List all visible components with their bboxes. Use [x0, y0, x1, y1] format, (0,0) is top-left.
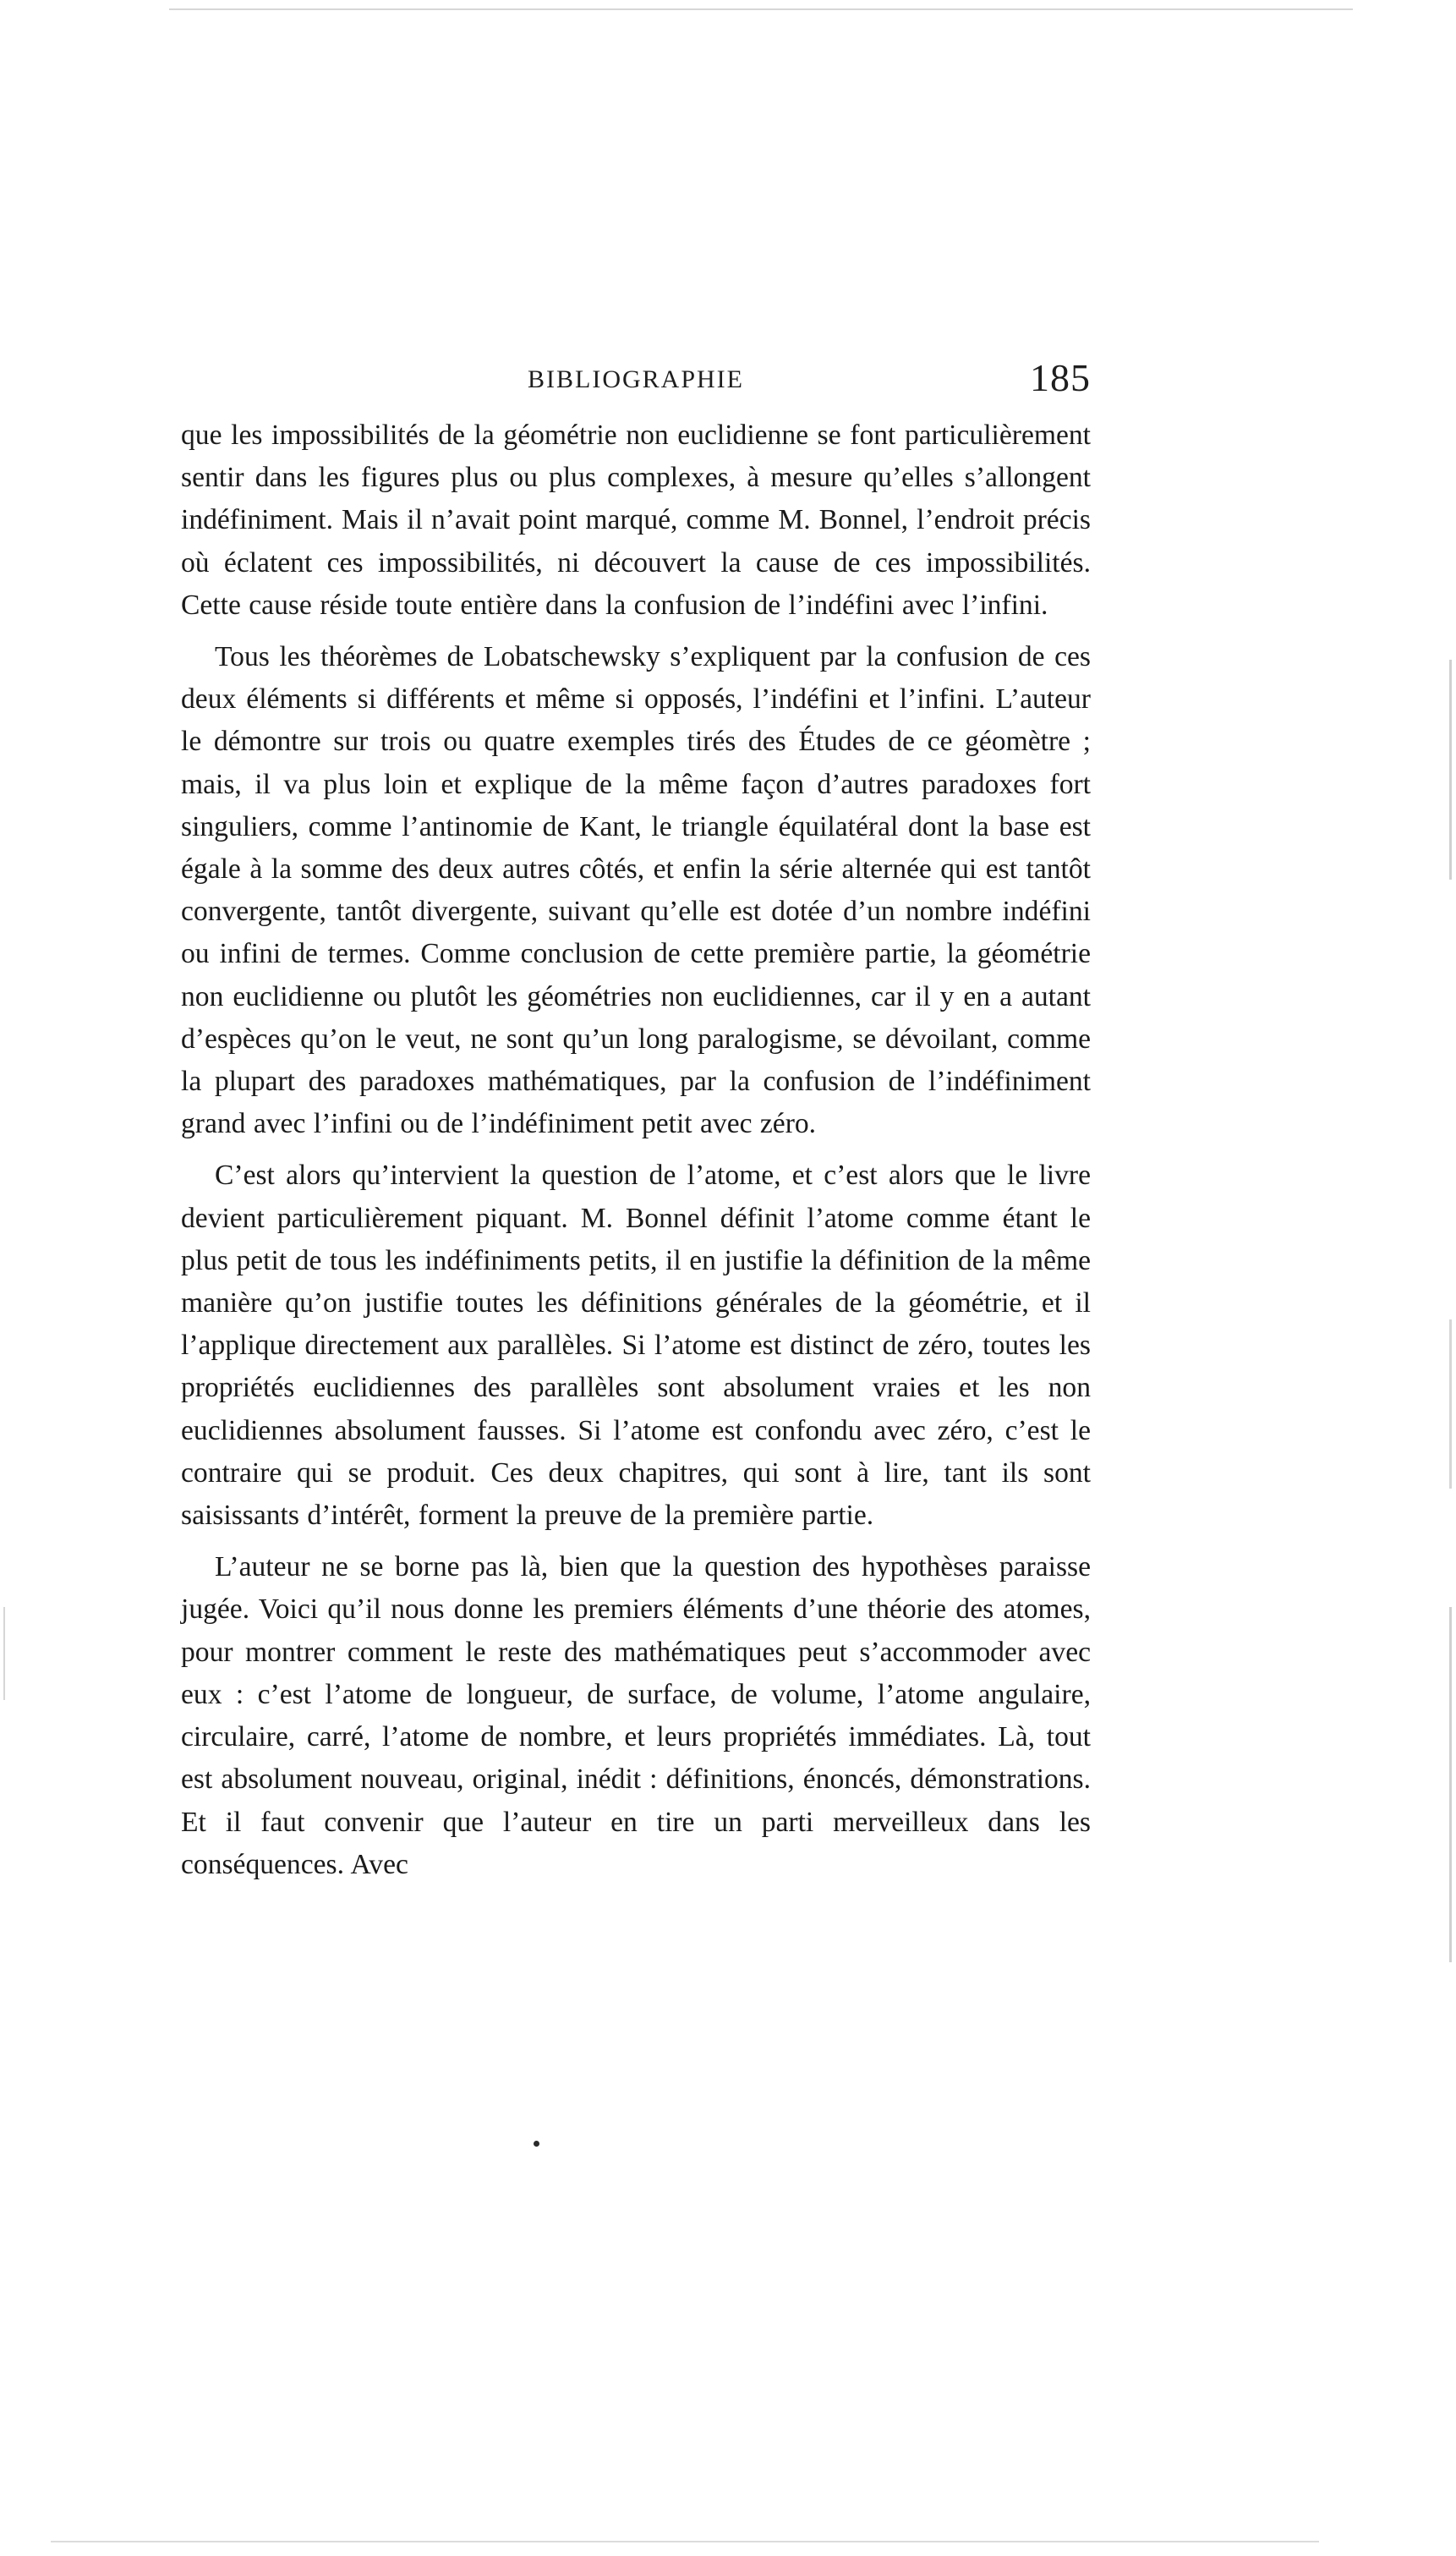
book-page [181, 355, 1091, 1886]
paragraph-4: L’auteur ne se borne pas là, bien que la question des hypothèses paraisse jugée. Voici qu’il nous donne les premiers éléments d’une théorie des atomes, pour montrer comment le reste des mathématiques peut s’accommoder avec eux : c’est l’atome de longueur, de surface, de volume, l’atome angulaire, circulaire, carré, l’atome de nombre, et leurs propriétés immédiates. Là, tout est absolument nouveau, original, inédit : définitions, énoncés, démonstrations. Et il faut convenir que l’auteur en tire un parti merveilleux dans les conséquences. Avec [181, 1551, 1091, 1880]
scan-edge-right-2 [1449, 1319, 1452, 1489]
running-title: BIBLIOGRAPHIE [528, 365, 744, 393]
printer-dot [534, 2141, 539, 2147]
scan-edge-top [169, 8, 1353, 10]
paragraph-2: Tous les théorèmes de Lobatschewsky s’expliquent par la confusion de ces deux éléments si différents et même si opposés, l’indéfini et l’infini. L’auteur le démontre sur trois ou quatre exemples tirés des Études de ce géomètre ; mais, il va plus loin et explique de la même façon d’autres paradoxes fort singuliers, comme l’antinomie de Kant, le triangle équilatéral dont la base est égale à la somme des deux autres côtés, et enfin la série alternée qui est tantôt convergente, tantôt divergente, suivant qu’elle est dotée d’un nombre indéfini ou infini de termes. Comme conclusion de cette première partie, la géométrie non euclidienne ou plutôt les géométries non euclidiennes, car il y en a autant d’espèces qu’on le veut, ne sont qu’un long paralogisme, se dévoilant, comme la plupart des paradoxes mathématiques, par la confusion de l’indéfiniment grand avec l’infini ou de l’indéfiniment petit avec zéro. [181, 641, 1091, 1140]
body-text [181, 414, 1091, 1886]
scan-edge-right-1 [1449, 660, 1452, 880]
paragraph-3: C’est alors qu’intervient la question de l’atome, et c’est alors que le livre devient particulièrement piquant. M. Bonnel définit l’atome comme étant le plus petit de tous les indéfiniments petits, il en justifie la définition de la même manière qu’on justifie toutes les définitions générales de la géométrie, et il l’applique directement aux parallèles. Si l’atome est distinct de zéro, toutes les propriétés euclidiennes des parallèles sont absolument vraies et les non euclidiennes absolument fausses. Si l’atome est confondu avec zéro, c’est le contraire qui se produit. Ces deux chapitres, qui sont à lire, tant ils sont saisissants d’intérêt, forment la preuve de la première partie. [181, 1160, 1091, 1532]
scan-edge-left-1 [3, 1607, 5, 1700]
running-head [181, 355, 1091, 414]
page-number: 185 [1030, 356, 1091, 399]
scan-edge-right-3 [1449, 1607, 1452, 1962]
paragraph-1: que les impossibilités de la géométrie non euclidienne se font particulièrement sentir dans les figures plus ou plus complexes, à mesure qu’elles s’allongent indéfiniment. Mais il n’avait point marqué, comme M. Bonnel, l’endroit précis où éclatent ces impossibilités, ni découvert la cause de ces impossibilités. Cette cause réside toute entière dans la confusion de l’indéfini avec l’infini. [181, 420, 1091, 621]
scan-edge-bottom [51, 2541, 1319, 2542]
